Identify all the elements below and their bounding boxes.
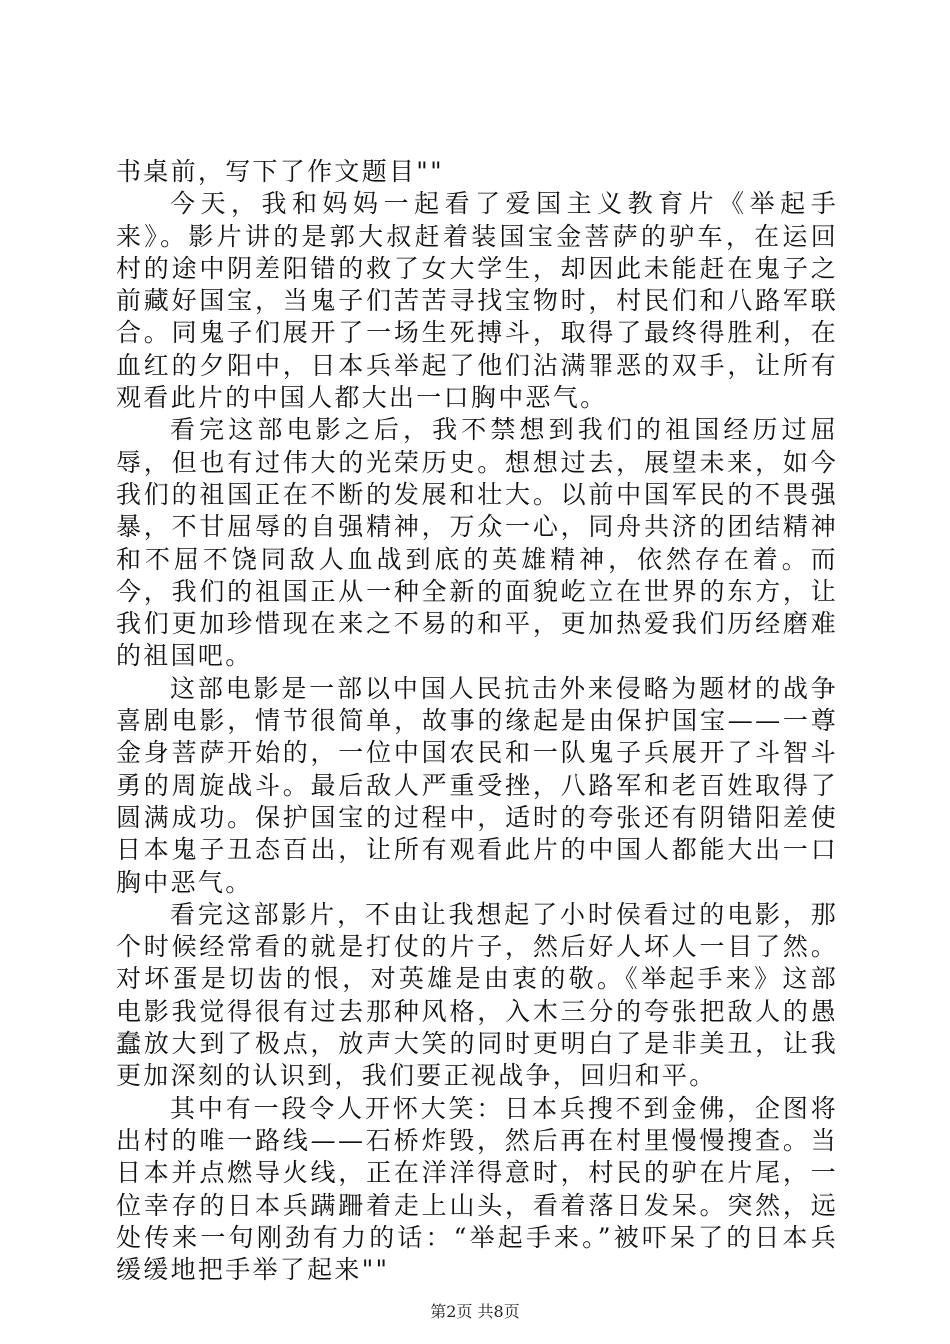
paragraph-2: 今天，我和妈妈一起看了爱国主义教育片《举起手来》。影片讲的是郭大叔赶着装国宝金菩萨的驴车，在运回村的途中阴差阳错的救了女大学生，却因此未能赶在鬼子之前藏好国宝，当鬼子们苦苦寻找宝物时，村民们和八路军联合。同鬼子们展开了一场生死搏斗，取得了最终得胜利，在血红的夕阳中，日本兵举起了他们沾满罪恶的双手，让所有观看此片的中国人都大出一口胸中恶气。 (116, 189, 838, 413)
page-footer: 第2页 共8页 (430, 1302, 520, 1321)
paragraph-5: 看完这部影片，不由让我想起了小时侯看过的电影，那个时候经常看的就是打仗的片子，然后好人坏人一目了然。对坏蛋是切齿的恨，对英雄是由衷的敬。《举起手来》这部电影我觉得很有过去那种风格，入木三分的夸张把敌人的愚蠢放大到了极点，放声大笑的同时更明白了是非美丑，让我更加深刻的认识到，我们要正视战争，回归和平。 (116, 899, 838, 1091)
document-body (116, 156, 838, 1286)
paragraph-4: 这部电影是一部以中国人民抗击外来侵略为题材的战争喜剧电影，情节很简单，故事的缘起是由保护国宝——一尊金身菩萨开始的，一位中国农民和一队鬼子兵展开了斗智斗勇的周旋战斗。最后敌人严重受挫，八路军和老百姓取得了圆满成功。保护国宝的过程中，适时的夸张还有阴错阳差使日本鬼子丑态百出，让所有观看此片的中国人都能大出一口胸中恶气。 (116, 673, 838, 897)
paragraph-3: 看完这部电影之后，我不禁想到我们的祖国经历过屈辱，但也有过伟大的光荣历史。想想过去，展望未来，如今我们的祖国正在不断的发展和壮大。以前中国军民的不畏强暴，不甘屈辱的自强精神，万众一心，同舟共济的团结精神和不屈不饶同敌人血战到底的英雄精神，依然存在着。而今，我们的祖国正从一种全新的面貌屹立在世界的东方，让我们更加珍惜现在来之不易的和平，更加热爱我们历经磨难的祖国吧。 (116, 415, 838, 671)
paragraph-6: 其中有一段令人开怀大笑：日本兵搜不到金佛，企图将出村的唯一路线——石桥炸毁，然后再在村里慢慢搜查。当日本并点燃导火线，正在洋洋得意时，村民的驴在片尾，一位幸存的日本兵蹒跚着走上山头，看着落日发呆。突然，远处传来一句刚劲有力的话：“举起手来。”被吓呆了的日本兵缓缓地把手举了起来"" (116, 1093, 838, 1285)
paragraph-1: 书桌前，写下了作文题目"" (116, 157, 444, 186)
